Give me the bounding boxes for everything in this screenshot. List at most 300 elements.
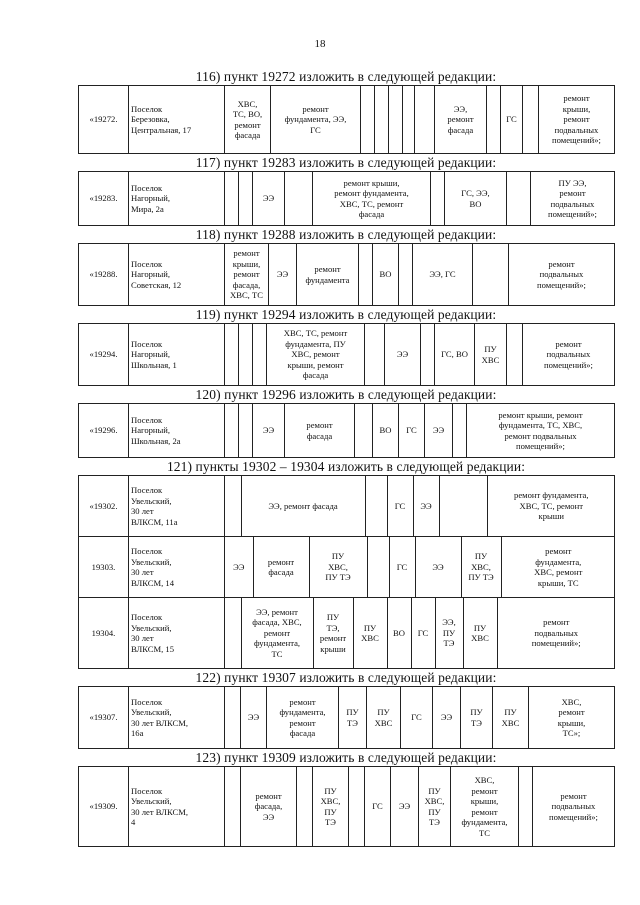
work-line: фасада <box>268 567 294 577</box>
work-cell <box>313 767 349 847</box>
work-line: фасада <box>302 370 329 381</box>
amendment-table <box>78 766 615 847</box>
work-cell <box>497 598 615 668</box>
amendment-heading: 117) пункт 19283 изложить в следующей редакции: <box>195 155 497 170</box>
address-line: Поселок <box>131 182 163 193</box>
work-cell <box>365 767 391 847</box>
empty-cell <box>523 86 539 154</box>
address-line: Центральная, 17 <box>131 124 192 135</box>
table-row <box>79 172 615 226</box>
empty-cell <box>225 324 239 386</box>
work-line: ПУ <box>442 627 456 638</box>
work-line: ХВС <box>501 717 520 728</box>
work-cell <box>425 404 453 458</box>
empty-cell <box>453 404 467 458</box>
amendment-table <box>78 171 615 226</box>
work-line: ЭЭ <box>398 801 411 812</box>
amendment-heading: 116) пункт 19272 изложить в следующей редакции: <box>195 69 497 84</box>
document-body <box>78 68 614 847</box>
address-line: Увельский, <box>131 622 172 633</box>
empty-cell <box>365 324 385 386</box>
address-line: Мира, 2а <box>131 203 164 214</box>
work-line: крыши, <box>557 717 586 728</box>
work-line: ПУ <box>377 707 390 717</box>
empty-cell <box>389 86 403 154</box>
work-cell <box>389 537 415 597</box>
address-line: ВЛКСМ, 15 <box>131 643 175 654</box>
empty-cell <box>421 324 435 386</box>
works-span <box>225 476 615 537</box>
work-line: ремонт <box>558 707 585 717</box>
work-line: ХВС, <box>320 796 341 806</box>
work-cell <box>269 244 297 306</box>
address-line: Увельский, <box>131 796 172 806</box>
work-line: помещений»; <box>537 279 586 290</box>
work-cell <box>419 767 451 847</box>
work-cell <box>539 86 615 154</box>
work-cell <box>373 244 399 306</box>
work-line: ремонт <box>559 188 586 198</box>
empty-cell <box>473 244 509 306</box>
work-cell <box>267 324 365 386</box>
work-line: ремонт <box>545 546 572 556</box>
empty-cell <box>519 767 533 847</box>
empty-cell <box>239 404 253 458</box>
works-row <box>225 537 615 597</box>
work-cell <box>285 404 355 458</box>
work-line: ПУ <box>474 551 488 562</box>
amendment-table <box>78 323 615 386</box>
work-line: ТС <box>271 648 283 659</box>
work-line: ХВС, ТС <box>230 290 263 301</box>
work-line: фундамента, <box>461 817 508 827</box>
work-line: ремонт <box>447 114 474 125</box>
work-cell <box>487 476 615 536</box>
address-line: 16а <box>131 728 144 738</box>
address-cell <box>129 598 225 669</box>
table-row <box>79 86 615 154</box>
address-line: 30 лет ВЛКСМ, <box>131 806 189 817</box>
amendment-heading: 120) пункт 19296 изложить в следующей редакции: <box>195 387 497 402</box>
work-cell <box>475 324 507 386</box>
work-line: ремонт <box>302 103 329 114</box>
work-line: ХВС, ТС, ремонт <box>519 500 583 511</box>
row-number: «19283. <box>79 172 129 226</box>
address-line: Поселок <box>131 258 163 269</box>
amendment-heading: 119) пункт 19294 изложить в следующей редакции: <box>195 307 497 322</box>
table-row <box>79 244 615 306</box>
work-line: ремонт подвальных <box>504 430 577 441</box>
work-cell <box>501 537 615 597</box>
amendment-heading: 118) пункт 19288 изложить в следующей редакции: <box>195 227 497 242</box>
work-line: ЭЭ <box>262 425 275 436</box>
address-line: Нагорный, <box>131 349 171 360</box>
work-line: фундамента, ПУ <box>285 338 346 349</box>
empty-cell <box>349 767 365 847</box>
address-line: 4 <box>131 817 136 827</box>
work-line: ЭЭ, ремонт <box>256 606 298 617</box>
empty-cell <box>507 172 531 226</box>
work-line: ГС <box>396 561 408 572</box>
work-line: ГС, ВО <box>441 349 468 360</box>
work-cell <box>415 537 461 597</box>
work-line: ХВС, <box>561 696 582 707</box>
work-line: ремонт <box>306 420 333 430</box>
work-line: фасада <box>358 209 385 219</box>
work-cell <box>241 687 267 749</box>
work-cell <box>467 404 615 458</box>
empty-cell <box>225 476 241 536</box>
work-line: ремонт <box>563 93 590 104</box>
address-cell <box>129 537 225 598</box>
work-line: фундамента <box>305 274 350 285</box>
work-line: подвальных <box>551 801 596 812</box>
work-cell <box>225 86 271 154</box>
work-line: ХВС, <box>424 796 445 806</box>
work-line: подвальных <box>554 124 599 135</box>
work-line: ХВС <box>481 354 500 365</box>
work-line: ГС, ЭЭ, <box>461 188 490 198</box>
work-line: ПУ ЭЭ, <box>558 177 587 188</box>
work-cell <box>253 537 309 597</box>
empty-cell <box>297 767 313 847</box>
works-subtable <box>225 598 615 668</box>
work-line: ХВС, ремонт <box>291 349 340 360</box>
work-line: ХВС, <box>474 775 495 785</box>
work-line: ЭЭ <box>233 561 245 572</box>
address-line: Поселок <box>131 338 163 349</box>
work-line: ЭЭ, <box>442 617 456 628</box>
address-line: 30 лет <box>131 633 154 643</box>
amendment-heading: 123) пункт 19309 изложить в следующей редакции: <box>195 750 497 765</box>
work-line: ПУ <box>331 551 345 562</box>
amendment-table <box>78 686 615 749</box>
work-line: подвальных <box>550 198 595 209</box>
table-row <box>79 598 615 669</box>
work-cell <box>241 767 297 847</box>
work-cell <box>411 598 435 668</box>
empty-cell <box>487 86 501 154</box>
work-cell <box>401 687 433 749</box>
work-line: ремонт <box>289 717 316 728</box>
empty-cell <box>239 172 253 226</box>
work-line: помещений»; <box>552 135 601 146</box>
work-line: ПУ <box>473 622 487 633</box>
row-number: «19288. <box>79 244 129 306</box>
empty-cell <box>225 687 241 749</box>
address-line: Поселок <box>131 696 163 707</box>
work-line: фасада <box>234 130 261 140</box>
address-line: Увельский, <box>131 495 172 506</box>
table-row <box>79 476 615 537</box>
empty-cell <box>225 404 239 458</box>
work-line: ремонт крыши, <box>343 177 400 188</box>
work-line: ПУ <box>504 707 517 717</box>
work-line: ГС <box>372 801 383 812</box>
empty-cell <box>355 404 373 458</box>
work-line: фундамента, ЭЭ, <box>284 114 347 125</box>
work-line: ЭЭ <box>432 561 444 572</box>
empty-cell <box>359 244 373 306</box>
address-line: Нагорный, <box>131 269 171 280</box>
address-line: Березовка, <box>131 114 170 125</box>
work-line: крыши, <box>470 796 499 806</box>
work-line: ГС <box>411 712 422 723</box>
work-cell <box>339 687 367 749</box>
work-line: ПУ <box>428 806 441 817</box>
work-line: ПУ ТЭ <box>325 572 351 583</box>
amendment-table <box>78 403 615 458</box>
address-line: Нагорный, <box>131 193 171 204</box>
work-line: ПУ <box>484 344 497 354</box>
work-line: ремонт <box>289 696 316 707</box>
row-number: 19304. <box>79 598 129 669</box>
work-line: фасада <box>289 728 316 738</box>
work-line: помещений»; <box>531 638 581 649</box>
work-cell <box>529 687 615 749</box>
works-row <box>225 598 615 668</box>
work-line: ВО <box>379 425 392 436</box>
work-line: фундамента, ТС, ХВС, <box>498 420 583 430</box>
address-line: Школьная, 2а <box>131 435 181 446</box>
work-line: ТЭ <box>347 717 358 728</box>
work-line: фундамента, <box>279 707 326 717</box>
address-cell <box>129 404 225 458</box>
work-line: ХВС, ТС, ремонт <box>283 328 348 339</box>
work-line: ЭЭ <box>420 500 432 511</box>
address-cell <box>129 86 225 154</box>
work-line: ХВС <box>374 717 393 728</box>
address-cell <box>129 324 225 386</box>
work-cell <box>267 687 339 749</box>
work-cell <box>373 404 399 458</box>
work-cell <box>451 767 519 847</box>
work-line: ЭЭ, <box>453 103 468 114</box>
work-cell <box>271 86 361 154</box>
work-line: ХВС <box>361 633 379 643</box>
empty-cell <box>367 537 389 597</box>
row-number: «19307. <box>79 687 129 749</box>
work-line: ремонт <box>555 338 582 349</box>
work-cell <box>225 244 269 306</box>
work-line: крыши, <box>232 258 261 269</box>
address-line: 30 лет ВЛКСМ, <box>131 717 189 728</box>
row-number: «19294. <box>79 324 129 386</box>
work-cell <box>313 598 353 668</box>
work-line: ПУ ТЭ <box>468 572 494 583</box>
empty-cell <box>375 86 389 154</box>
work-line: фасада <box>447 124 474 135</box>
page-number: 18 <box>314 38 326 50</box>
work-cell <box>523 324 615 386</box>
work-line: ХВС <box>471 633 489 643</box>
address-line: Увельский, <box>131 707 172 717</box>
work-line: ремонт фундамента, <box>514 490 589 501</box>
work-line: фасада, <box>254 801 283 812</box>
empty-cell <box>439 476 487 536</box>
address-line: 30 лет <box>131 567 154 577</box>
work-line: ремонт фундамента, <box>334 188 409 198</box>
work-line: подвальных <box>539 269 584 280</box>
work-cell <box>385 324 421 386</box>
work-line: ремонт крыши, ремонт <box>498 409 583 420</box>
work-line: ремонт <box>233 269 260 280</box>
work-line: ТС <box>479 827 490 838</box>
address-cell <box>129 244 225 306</box>
work-line: ПУ <box>470 707 483 717</box>
work-line: ВО <box>393 627 405 638</box>
work-cell <box>253 172 285 226</box>
work-line: помещений»; <box>549 811 598 822</box>
work-line: ремонт <box>267 556 295 567</box>
address-line: ВЛКСМ, 14 <box>131 577 175 588</box>
work-line: ремонт <box>233 248 260 259</box>
work-line: ТС»; <box>562 728 581 738</box>
work-line: фасада, ХВС, <box>252 617 302 628</box>
amendment-table <box>78 475 615 669</box>
row-number: «19272. <box>79 86 129 154</box>
empty-cell <box>285 172 313 226</box>
work-line: ХВС, <box>237 98 258 109</box>
empty-cell <box>431 172 445 226</box>
work-cell <box>461 687 493 749</box>
works-subtable <box>225 476 615 536</box>
work-line: ЭЭ <box>262 193 275 204</box>
work-cell <box>387 476 413 536</box>
empty-cell <box>239 324 253 386</box>
work-line: подвальных <box>546 349 591 360</box>
amendment-table <box>78 85 615 154</box>
work-line: ПУ <box>363 622 377 633</box>
empty-cell <box>365 476 387 536</box>
work-line: ЭЭ <box>276 269 289 280</box>
work-line: ПУ <box>346 707 359 717</box>
row-number: «19309. <box>79 767 129 847</box>
work-line: ТЭ <box>443 638 455 649</box>
empty-cell <box>225 172 239 226</box>
address-line: Поселок <box>131 485 163 495</box>
table-row <box>79 767 615 847</box>
work-line: ГС <box>406 425 417 436</box>
address-cell <box>129 767 225 847</box>
work-cell <box>241 598 313 668</box>
work-line: ПУ <box>326 612 340 622</box>
work-cell <box>253 404 285 458</box>
work-line: крыши, ТС <box>537 577 579 588</box>
work-cell <box>531 172 615 226</box>
work-line: ГС <box>506 114 517 125</box>
work-line: помещений»; <box>516 441 565 451</box>
work-line: ремонт <box>263 627 291 638</box>
work-line: ЭЭ <box>396 349 409 360</box>
work-cell <box>313 172 431 226</box>
work-cell <box>493 687 529 749</box>
work-cell <box>463 598 497 668</box>
address-line: ВЛКСМ, 11а <box>131 516 178 527</box>
works-row <box>225 476 615 536</box>
empty-cell <box>403 86 415 154</box>
table-row <box>79 404 615 458</box>
work-line: подвальных <box>534 627 579 638</box>
amendment-table <box>78 243 615 306</box>
work-line: ремонт <box>563 114 590 125</box>
work-line: ХВС, ТС, ремонт <box>339 198 404 209</box>
work-cell <box>461 537 501 597</box>
work-line: ремонт <box>255 790 282 801</box>
address-line: Поселок <box>131 414 163 425</box>
work-line: крыши <box>538 511 564 522</box>
work-line: фундамента, <box>253 638 301 649</box>
work-line: ЭЭ, ГС <box>429 269 456 280</box>
work-line: ЭЭ <box>247 712 260 723</box>
work-cell <box>413 244 473 306</box>
work-line: ГС <box>417 627 429 638</box>
work-cell <box>509 244 615 306</box>
address-line: Поселок <box>131 546 163 556</box>
empty-cell <box>415 86 435 154</box>
work-line: ХВС, <box>328 561 348 572</box>
work-cell <box>353 598 387 668</box>
work-cell <box>433 687 461 749</box>
work-line: ПУ <box>428 785 441 796</box>
address-line: Нагорный, <box>131 425 171 436</box>
work-cell <box>399 404 425 458</box>
address-line: 30 лет <box>131 506 154 516</box>
work-line: ЭЭ <box>262 811 275 822</box>
row-number: «19296. <box>79 404 129 458</box>
work-line: ХВС, <box>471 561 491 572</box>
work-cell <box>367 687 401 749</box>
work-line: ПУ <box>324 785 337 796</box>
work-line: ремонт <box>314 264 341 274</box>
empty-cell <box>507 324 523 386</box>
work-line: ГС <box>394 500 406 511</box>
table-row <box>79 537 615 598</box>
work-cell <box>533 767 615 847</box>
works-subtable <box>225 537 615 597</box>
work-cell <box>387 598 411 668</box>
work-cell <box>241 476 365 536</box>
address-line: Поселок <box>131 103 163 114</box>
work-line: ВО <box>469 198 482 209</box>
work-cell <box>225 537 253 597</box>
work-cell <box>435 86 487 154</box>
works-span <box>225 598 615 669</box>
work-line: ГС <box>310 124 321 135</box>
work-line: помещений»; <box>548 209 597 219</box>
work-line: крыши, <box>562 103 591 114</box>
work-line: фасада, <box>232 279 261 290</box>
row-number: 19303. <box>79 537 129 598</box>
address-cell <box>129 172 225 226</box>
work-line: ХВС, ремонт <box>534 567 583 577</box>
work-line: ТС, ВО, <box>232 109 263 119</box>
work-line: ЭЭ <box>432 425 445 436</box>
empty-cell <box>399 244 413 306</box>
works-span <box>225 537 615 598</box>
work-line: ЭЭ <box>440 712 453 723</box>
address-line: Поселок <box>131 785 163 796</box>
work-line: фундамента, <box>535 556 582 567</box>
empty-cell <box>225 598 241 668</box>
table-row <box>79 687 615 749</box>
empty-cell <box>253 324 267 386</box>
work-line: ТЭ <box>471 717 482 728</box>
work-cell <box>435 324 475 386</box>
work-line: ремонт <box>471 785 498 796</box>
work-cell <box>297 244 359 306</box>
work-line: ремонт <box>319 633 347 643</box>
